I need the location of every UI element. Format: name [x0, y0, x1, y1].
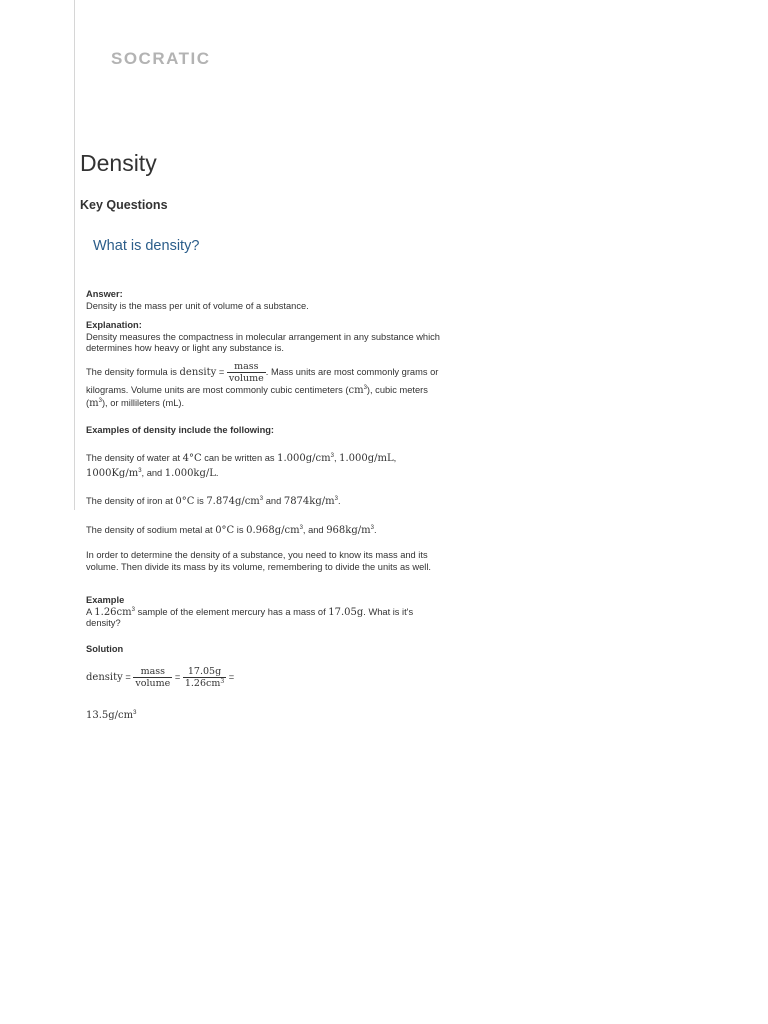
solution-equation [86, 666, 441, 689]
explanation-text: Density measures the compactness in molecular arrangement in any substance which determines how heavy or light any substance is. [86, 331, 440, 353]
density-value: 968kg/m [326, 525, 371, 536]
fraction-numerator: mass [133, 666, 172, 678]
density-value: 7.874g/cm [206, 496, 260, 507]
answer-label: Answer: [86, 289, 123, 299]
density-symbol: density [179, 366, 217, 378]
text: The density of water at [86, 453, 183, 463]
text: and [263, 496, 284, 506]
exponent: 3 [259, 496, 264, 502]
exponent: 3 [220, 678, 225, 685]
equals-sign: = [226, 671, 235, 682]
text: can be written as [201, 453, 278, 463]
formula-text: ), or millileters (mL). [101, 398, 185, 408]
density-value: 1.000g/mL [339, 453, 394, 464]
exponent: 3 [138, 468, 142, 474]
sodium-example [86, 525, 441, 537]
text: , and [302, 525, 327, 535]
solution-label: Solution [86, 644, 124, 654]
text: sample of the element mercury has a mass of [134, 606, 329, 617]
fraction-numerator: 17.05g [183, 666, 226, 678]
equals-sign: = [172, 671, 183, 682]
mass-volume-fraction [133, 666, 172, 689]
text: A [86, 606, 95, 617]
example-block [86, 595, 441, 630]
volume-value: 1.26cm [94, 606, 132, 618]
exponent: 3 [370, 525, 374, 531]
value-fraction [183, 666, 226, 689]
explanation-block [86, 320, 441, 355]
answer-block [86, 289, 441, 312]
text: , and [141, 468, 165, 478]
fraction-denominator: volume [135, 678, 171, 689]
text: . [215, 468, 219, 478]
text: is [194, 496, 207, 506]
formula-paragraph [86, 361, 441, 410]
exponent: 3 [299, 525, 303, 531]
text: , [393, 453, 397, 463]
result-value: 13.5g/cm [86, 710, 134, 721]
text: . [337, 496, 341, 506]
page-title: Density [80, 150, 157, 176]
exponent: 3 [98, 398, 102, 404]
density-symbol: density [86, 671, 123, 683]
formula-intro: The density formula is [86, 366, 180, 377]
answer-text: Density is the mass per unit of volume of a substance. [86, 300, 309, 311]
question-link[interactable]: What is density? [93, 238, 200, 254]
formula-text: ), cubic meters ( [86, 385, 428, 408]
explanation-label: Explanation: [86, 320, 142, 330]
fraction-numerator: mass [227, 361, 266, 373]
sidebar-divider [74, 0, 75, 510]
exponent: 3 [334, 496, 338, 502]
section-heading: Key Questions [80, 198, 168, 212]
exponent: 3 [330, 453, 334, 459]
fraction-denominator [183, 678, 226, 689]
density-value: 1.000kg/L [164, 468, 216, 479]
mass-volume-fraction [227, 361, 266, 384]
density-value: 1.000g/cm [277, 453, 331, 464]
example-label: Example [86, 595, 125, 605]
equals-sign: = [122, 671, 134, 682]
unit-m: m [89, 398, 99, 409]
water-example [86, 451, 441, 481]
example-text [86, 607, 441, 630]
unit-cm: cm [348, 385, 364, 396]
density-value: 7874kg/m [283, 496, 335, 507]
text: . What is it's density? [86, 606, 414, 628]
text: . [373, 525, 377, 535]
mass-value: 17.05g [328, 606, 364, 618]
density-value: 1000Kg/m [86, 468, 139, 479]
exponent: 3 [131, 606, 135, 613]
iron-example [86, 496, 441, 508]
temperature: 0°C [175, 496, 195, 507]
socratic-logo[interactable]: SOCRATIC [111, 49, 211, 68]
solution-result [86, 710, 441, 722]
equals-sign: = [216, 366, 227, 377]
text: The density of iron at [86, 496, 176, 506]
exponent: 3 [133, 710, 137, 716]
temperature: 4°C [182, 453, 202, 464]
denominator-value: 1.26cm [184, 678, 221, 689]
text: The density of sodium metal at [86, 525, 216, 535]
examples-heading: Examples of density include the following: [86, 425, 275, 435]
temperature: 0°C [215, 525, 235, 536]
text: is [234, 525, 247, 535]
method-paragraph: In order to determine the density of a substance, you need to know its mass and its volume. Then divide its mass by its volume, remembering to divide the units as well. [86, 550, 431, 572]
formula-text: . Mass units are most commonly grams or kilograms. Volume units are most commonly cubic centimeters ( [86, 366, 439, 395]
fraction-denominator: volume [228, 373, 264, 384]
exponent: 3 [363, 385, 367, 391]
text: , [333, 453, 340, 463]
density-value: 0.968g/cm [246, 525, 300, 536]
